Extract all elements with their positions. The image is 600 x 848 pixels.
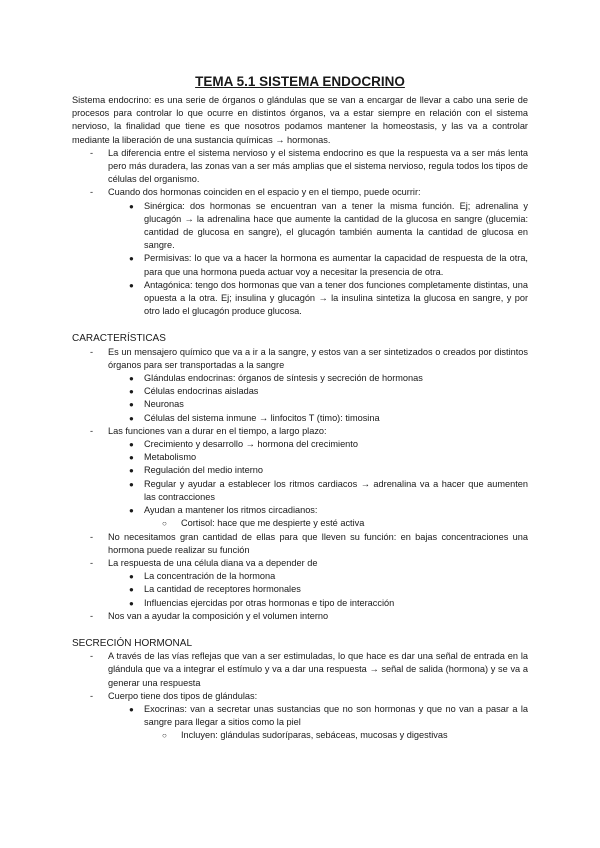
bullet-marker: ● bbox=[129, 374, 134, 384]
intro-list bbox=[72, 147, 528, 319]
bullet-marker: ● bbox=[129, 585, 134, 595]
list-item: ● Regulación del medio interno bbox=[72, 464, 528, 477]
bullet-marker: ● bbox=[129, 400, 134, 410]
sub-sub-list bbox=[72, 517, 528, 530]
dash-marker: - bbox=[90, 425, 94, 436]
bullet-marker: ● bbox=[129, 572, 134, 582]
dash-marker: - bbox=[90, 346, 94, 357]
sub-list bbox=[72, 703, 528, 743]
circle-marker: ○ bbox=[162, 731, 167, 741]
circle-marker: ○ bbox=[162, 519, 167, 529]
list-item: - La respuesta de una célula diana va a depender de ● La concentración de la hormona ● La cantidad de receptores hormonales ● Influencias ejercidas por otras hormonas e tipo de interacción bbox=[72, 557, 528, 610]
dash-marker: - bbox=[90, 531, 94, 542]
dash-marker: - bbox=[90, 651, 94, 662]
list-item: ● Neuronas bbox=[72, 398, 528, 411]
interaction-list bbox=[72, 200, 528, 319]
list-item: ● Regular y ayudar a establecer los ritmos cardiacos → adrenalina va a hacer que aumenten las contracciones bbox=[129, 478, 528, 502]
list-item: ● Permisivas: lo que va a hacer la hormona es aumentar la capacidad de respuesta de la otra, para que una hormona pueda actuar voy a necesitar la presencia de otra. bbox=[129, 253, 528, 277]
section-heading-caracteristicas: CARACTERÍSTICAS bbox=[72, 333, 166, 345]
bullet-marker: ● bbox=[129, 506, 134, 516]
bullet-marker: ● bbox=[129, 440, 134, 450]
bullet-marker: ● bbox=[129, 704, 134, 714]
list-item: ● Células del sistema inmune → linfocitos T (timo): timosina bbox=[72, 412, 528, 425]
dash-marker: - bbox=[90, 690, 94, 701]
bullet-marker: ● bbox=[129, 280, 134, 290]
section-heading-secrecion: SECRECIÓN HORMONAL bbox=[72, 637, 193, 649]
dash-marker: - bbox=[90, 187, 94, 198]
dash-marker: - bbox=[90, 610, 94, 621]
list-item: ● La concentración de la hormona bbox=[72, 570, 528, 583]
bullet-marker: ● bbox=[129, 453, 134, 463]
bullet-marker: ● bbox=[129, 479, 134, 489]
caracteristicas-list bbox=[72, 346, 528, 623]
list-item: - La diferencia entre el sistema nervioso y el sistema endocrino es que la respuesta va a ser más lenta pero más duradera, las zonas van a ser más amplias que el sistema nervioso, regula todos los tipos de células del organismo. bbox=[90, 147, 528, 185]
list-item: - Las funciones van a durar en el tiempo, a largo plazo: ● Crecimiento y desarrollo → hormona del crecimiento ● Metabolismo ● Regulación del medio interno ● Regular y ayudar a establecer los ritmos cardiacos → adrenalina va a hacer que aumenten las contracciones ● Ayudan a mantener los ritmos circadianos: ○ Cortisol: hace que me despierte y esté activa bbox=[72, 425, 528, 531]
list-item: ● La cantidad de receptores hormonales bbox=[72, 583, 528, 596]
sub-list bbox=[72, 372, 528, 425]
bullet-marker: ● bbox=[129, 254, 134, 264]
list-item: ○ Incluyen: glándulas sudoríparas, sebáceas, mucosas y digestivas bbox=[72, 729, 528, 742]
list-item: - Cuando dos hormonas coinciden en el espacio y en el tiempo, puede ocurrir: ● Sinérgica: dos hormonas se encuentran van a tener la misma función. Ej; adrenalina y glucagón → la adrenalina hace que aumente la cantidad de la glucosa en sangre (glucemia: cantidad de glucosa en sangre), el glucagón también aumenta la cantidad de glucosa en sangre. ● Permisivas: lo que va a hacer la hormona es aumentar la capacidad de respuesta de la otra, para que una hormona pueda actuar voy a necesitar la presencia de otra. ● Antagónica: tengo dos hormonas que van a tener dos funciones completamente distintas, una opuesta a la otra. Ej; insulina y glucagón → la insulina sintetiza la glucosa en sangre, y por otro lado el glucagón produce glucosa. bbox=[72, 186, 528, 318]
list-item: ● Glándulas endocrinas: órganos de síntesis y secreción de hormonas bbox=[72, 372, 528, 385]
list-item: ● Exocrinas: van a secretar unas sustancias que no son hormonas y que no van a pasar a la sangre para llegar a sitios como la piel ○ Incluyen: glándulas sudoríparas, sebáceas, mucosas y digestivas bbox=[72, 703, 528, 743]
bullet-marker: ● bbox=[129, 413, 134, 423]
list-item: ● Crecimiento y desarrollo → hormona del crecimiento bbox=[72, 438, 528, 451]
bullet-marker: ● bbox=[129, 598, 134, 608]
list-item: ● Células endocrinas aisladas bbox=[72, 385, 528, 398]
dash-marker: - bbox=[90, 557, 94, 568]
list-item: - No necesitamos gran cantidad de ellas para que lleven su función: en bajas concentraciones una hormona puede realizar su función bbox=[90, 531, 528, 555]
list-item: ● Antagónica: tengo dos hormonas que van a tener dos funciones completamente distintas, una opuesta a la otra. Ej; insulina y glucagón → la insulina sintetiza la glucosa en sangre, y por otro lado el glucagón produce glucosa. bbox=[129, 279, 528, 317]
list-item: - Nos van a ayudar la composición y el volumen interno bbox=[72, 610, 528, 623]
sub-list bbox=[72, 570, 528, 610]
secrecion-list bbox=[72, 650, 528, 742]
list-item: ○ Cortisol: hace que me despierte y esté activa bbox=[72, 517, 528, 530]
bullet-marker: ● bbox=[129, 466, 134, 476]
list-item: ● Ayudan a mantener los ritmos circadianos: ○ Cortisol: hace que me despierte y esté activa bbox=[72, 504, 528, 530]
list-item: ● Metabolismo bbox=[72, 451, 528, 464]
sub-sub-list bbox=[72, 729, 528, 742]
sub-list bbox=[72, 438, 528, 530]
dash-marker: - bbox=[90, 147, 94, 158]
bullet-marker: ● bbox=[129, 201, 134, 211]
list-item: - A través de las vías reflejas que van a ser estimuladas, lo que hace es dar una señal de entrada en la glándula que va a integrar el estímulo y va a dar una respuesta → señal de salida (hormona) y se va a generar una respuesta bbox=[90, 651, 528, 688]
list-item: ● Sinérgica: dos hormonas se encuentran van a tener la misma función. Ej; adrenalina y glucagón → la adrenalina hace que aumente la cantidad de la glucosa en sangre (glucemia: cantidad de glucosa en sangre), el glucagón también aumenta la cantidad de glucosa en sangre. bbox=[129, 200, 528, 251]
list-item: ● Influencias ejercidas por otras hormonas e tipo de interacción bbox=[72, 597, 528, 610]
intro-paragraph: Sistema endocrino: es una serie de órganos o glándulas que se van a encargar de llevar a cabo una serie de procesos para controlar lo que ocurre en distintos órganos, va a estar siempre en relación con el sistema nervioso, la finalidad que tiene es que nosotros podamos mantener la homeostasis, y las va a controlar mediante la liberación de una sustancia químicas → hormonas. bbox=[72, 95, 528, 145]
bullet-marker: ● bbox=[129, 387, 134, 397]
list-item: - Es un mensajero químico que va a ir a la sangre, y estos van a ser sintetizados o creados por distintos órganos para ser transportadas a la sangre ● Glándulas endocrinas: órganos de síntesis y secreción de hormonas ● Células endocrinas aisladas ● Neuronas ● Células del sistema inmune → linfocitos T (timo): timosina bbox=[72, 346, 528, 425]
list-item: - Cuerpo tiene dos tipos de glándulas: ● Exocrinas: van a secretar unas sustancias que no son hormonas y que no van a pasar a la sangre para llegar a sitios como la piel ○ Incluyen: glándulas sudoríparas, sebáceas, mucosas y digestivas bbox=[72, 690, 528, 743]
page-title: TEMA 5.1 SISTEMA ENDOCRINO bbox=[195, 74, 405, 89]
